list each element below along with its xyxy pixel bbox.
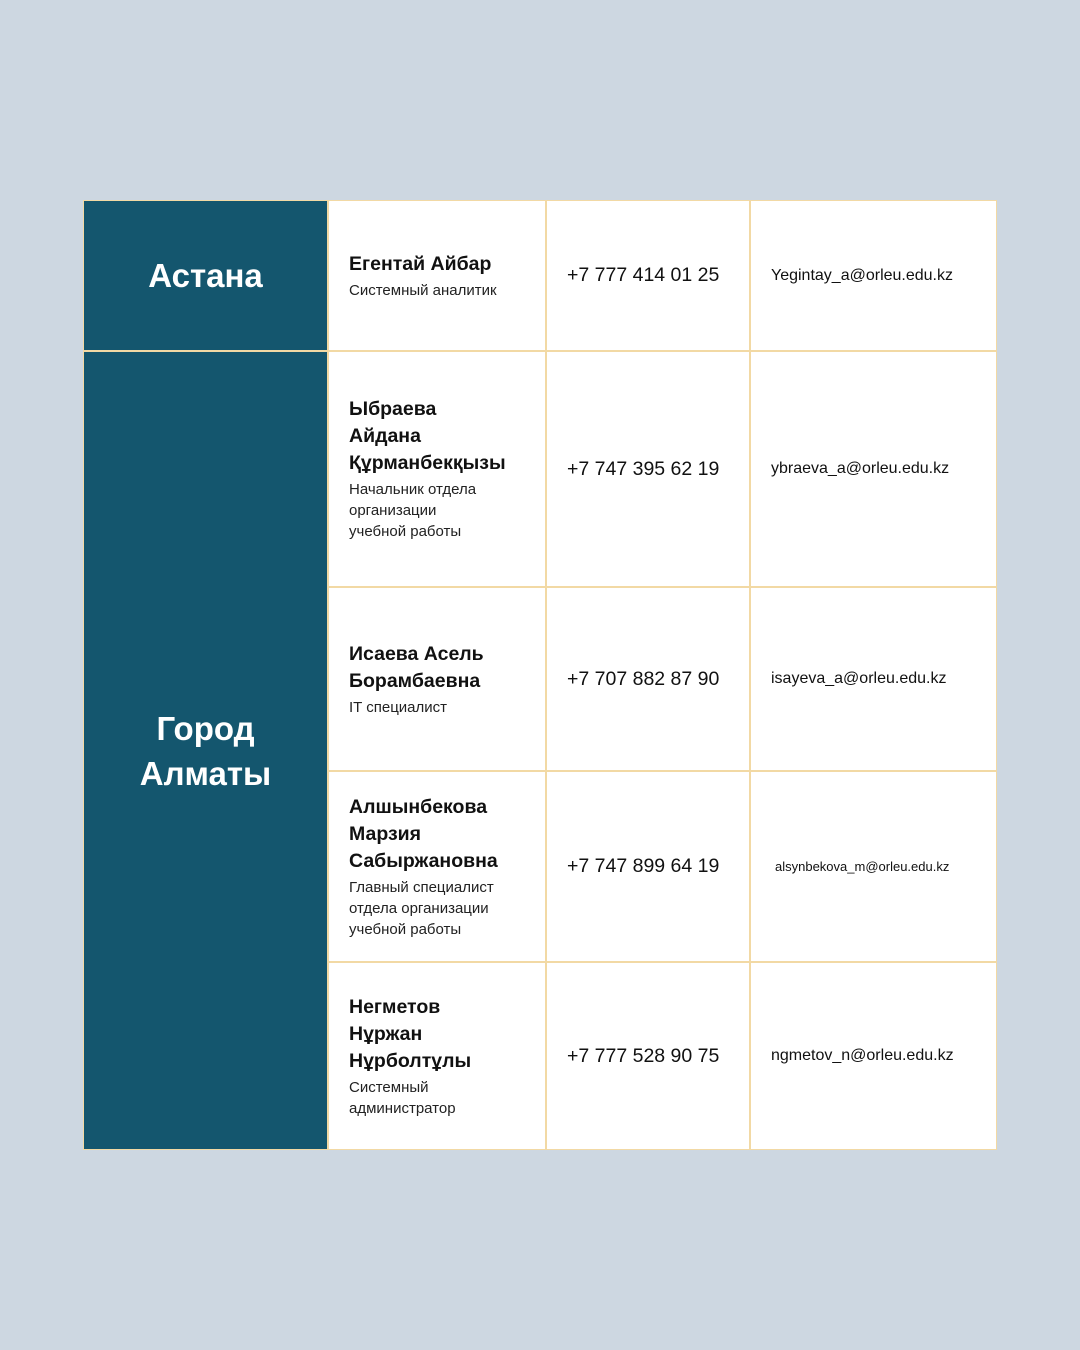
- contact-person: [328, 962, 546, 1150]
- contact-person: [328, 200, 546, 351]
- contact-person: [328, 771, 546, 962]
- contact-name: Егентай Айбар: [349, 252, 492, 275]
- contact-email[interactable]: [750, 771, 997, 962]
- contact-phone[interactable]: [546, 771, 750, 962]
- phone-number[interactable]: +7 747 899 64 19: [567, 855, 720, 877]
- contact-role: Начальник отдела организации учебной работы: [349, 481, 477, 540]
- email-address[interactable]: ybraeva_a@orleu.edu.kz: [771, 460, 950, 477]
- phone-number[interactable]: +7 707 882 87 90: [567, 667, 720, 690]
- contact-role: Системный аналитик: [349, 281, 497, 299]
- contact-name: Алшынбекова Марзия Сабыржановна: [349, 795, 498, 872]
- contact-role: Системный администратор: [349, 1078, 456, 1117]
- contact-email[interactable]: [750, 200, 997, 351]
- city-name: Город Алматы: [139, 709, 272, 792]
- contact-phone[interactable]: [546, 351, 750, 587]
- email-address[interactable]: isayeva_a@orleu.edu.kz: [771, 670, 947, 687]
- contact-email[interactable]: [750, 351, 997, 587]
- contact-name: Ыбраева Айдана Құрманбекқызы: [349, 398, 506, 474]
- phone-number[interactable]: +7 777 414 01 25: [567, 264, 720, 286]
- city-almaty: [83, 351, 328, 1150]
- city-name: Астана: [148, 257, 263, 294]
- contact-email[interactable]: [750, 962, 997, 1150]
- email-address[interactable]: ngmetov_n@orleu.edu.kz: [771, 1047, 954, 1064]
- contact-phone[interactable]: [546, 962, 750, 1150]
- phone-number[interactable]: +7 777 528 90 75: [567, 1044, 720, 1067]
- contact-phone[interactable]: [546, 200, 750, 351]
- contacts-table: [83, 200, 997, 1150]
- phone-number[interactable]: +7 747 395 62 19: [567, 457, 720, 480]
- contact-phone[interactable]: [546, 587, 750, 771]
- contact-person: [328, 351, 546, 587]
- contact-email[interactable]: [750, 587, 997, 771]
- contact-name: Исаева Асель Борамбаевна: [349, 642, 484, 692]
- email-address[interactable]: alsynbekova_m@orleu.edu.kz: [775, 859, 950, 874]
- contact-person: [328, 587, 546, 771]
- email-address[interactable]: Yegintay_a@orleu.edu.kz: [771, 266, 953, 284]
- contact-name: Негметов Нұржан Нұрболтұлы: [349, 995, 472, 1072]
- contact-role: Главный специалист отдела организации учебной работы: [349, 878, 494, 938]
- contact-role: IT специалист: [349, 698, 448, 716]
- city-astana: [83, 200, 328, 351]
